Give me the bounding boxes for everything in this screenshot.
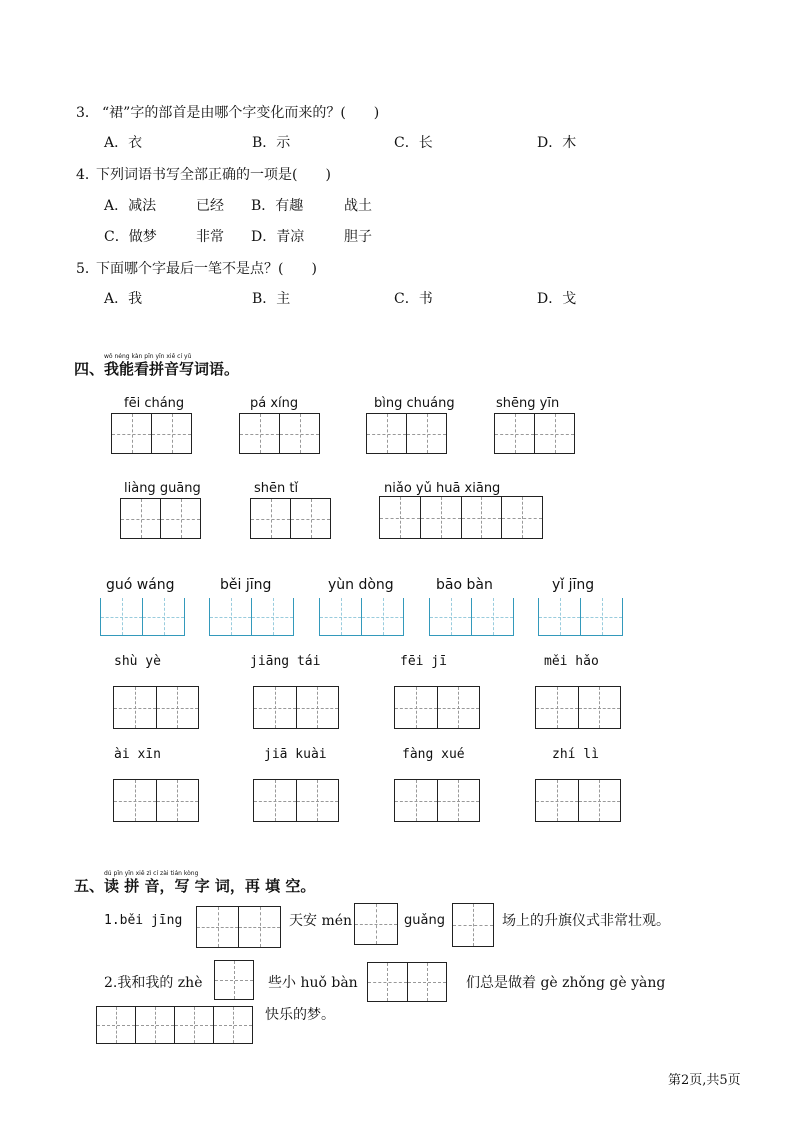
- fill2-text-c: 们总是做着 gè zhǒng gè yàng: [466, 975, 666, 991]
- q3-option-c: C．长: [394, 135, 433, 151]
- q5-option-b: B．主: [252, 291, 291, 307]
- q4-text: 下列词语书写全部正确的一项是( ): [96, 167, 331, 183]
- writing-box[interactable]: [250, 498, 331, 539]
- fill1-text-b: 天安 mén: [289, 913, 353, 929]
- pinyin-row3-3: yùn dòng: [328, 577, 394, 593]
- writing-box[interactable]: [120, 498, 201, 539]
- fill1-text-d: 场上的升旗仪式非常壮观。: [502, 913, 670, 929]
- writing-box[interactable]: [214, 960, 254, 1000]
- writing-box[interactable]: [239, 413, 320, 454]
- pinyin-row1-2: pá xíng: [250, 396, 299, 411]
- fill1-pinyin: 1.běi jīng: [104, 913, 183, 928]
- writing-box[interactable]: [494, 413, 575, 454]
- writing-box[interactable]: [196, 906, 281, 948]
- fill2-text-d: 快乐的梦。: [265, 1007, 335, 1023]
- page-number: 第2页,共5页: [668, 1073, 741, 1088]
- q4-option-b: B．有趣: [251, 198, 304, 214]
- q3-option-b: B．示: [252, 135, 291, 151]
- writing-box[interactable]: [111, 413, 192, 454]
- writing-box[interactable]: [379, 496, 543, 539]
- section5-ruby: dú pīn yīn xiě zì cí zài tián kòng: [104, 870, 199, 877]
- writing-box[interactable]: [429, 598, 514, 636]
- pinyin-row2-3: niǎo yǔ huā xiāng: [384, 481, 501, 496]
- writing-box[interactable]: [535, 779, 621, 822]
- writing-box[interactable]: [253, 686, 339, 729]
- fill1-text-c: guǎng: [404, 913, 445, 928]
- pinyin-row2-1: liàng guāng: [124, 481, 201, 496]
- q4-option-b-word2: 战土: [344, 198, 372, 214]
- writing-box[interactable]: [394, 686, 480, 729]
- pinyin-row3-4: bāo bàn: [436, 577, 493, 593]
- q4-option-d-word2: 胆子: [344, 229, 372, 245]
- q5-text: 下面哪个字最后一笔不是点？( ): [96, 261, 317, 277]
- pinyin-row3-5: yǐ jīng: [552, 577, 595, 593]
- q3-text: “裙”字的部首是由哪个字变化而来的？( ): [102, 105, 380, 121]
- fill2-text-b: 些小 huǒ bàn: [268, 975, 358, 991]
- q4-option-c-word2: 非常: [196, 229, 224, 245]
- writing-box[interactable]: [96, 1006, 253, 1044]
- writing-box[interactable]: [209, 598, 294, 636]
- section5-title: 五、读 拼 音，写 字 词，再 填 空。: [74, 877, 316, 895]
- writing-box[interactable]: [394, 779, 480, 822]
- writing-box[interactable]: [354, 903, 398, 945]
- q3-option-a: A．衣: [104, 135, 143, 151]
- q5-option-c: C．书: [394, 291, 433, 307]
- pinyin-row4-4: měi hǎo: [544, 654, 599, 669]
- writing-box[interactable]: [253, 779, 339, 822]
- pinyin-row1-3: bìng chuáng: [374, 396, 455, 411]
- pinyin-row5-1: ài xīn: [114, 747, 161, 762]
- writing-box[interactable]: [113, 779, 199, 822]
- writing-box[interactable]: [367, 962, 447, 1002]
- pinyin-row4-1: shù yè: [114, 654, 161, 669]
- pinyin-row1-1: fēi cháng: [124, 396, 185, 411]
- pinyin-row4-3: fēi jī: [400, 654, 447, 669]
- pinyin-row4-2: jiāng tái: [250, 654, 321, 669]
- section4-title: 四、我能看拼音写词语。: [74, 360, 240, 378]
- writing-box[interactable]: [452, 903, 494, 947]
- pinyin-row3-2: běi jīng: [220, 577, 272, 593]
- pinyin-row5-2: jiā kuài: [264, 747, 327, 762]
- writing-box[interactable]: [319, 598, 404, 636]
- writing-box[interactable]: [366, 413, 447, 454]
- q5-option-d: D．戈: [537, 291, 577, 307]
- q3-number: 3．: [76, 105, 99, 121]
- q3-option-d: D．木: [537, 135, 577, 151]
- section4-ruby: wǒ néng kàn pīn yīn xiě cí yǔ: [104, 353, 192, 360]
- q5-option-a: A．我: [104, 291, 143, 307]
- writing-box[interactable]: [538, 598, 623, 636]
- q4-option-a: A．减法: [104, 198, 157, 214]
- writing-box[interactable]: [113, 686, 199, 729]
- q4-number: 4．: [76, 167, 99, 183]
- writing-box[interactable]: [535, 686, 621, 729]
- q4-option-d: D．青凉: [251, 229, 305, 245]
- pinyin-row3-1: guó wáng: [106, 577, 175, 593]
- q4-option-c: C．做梦: [104, 229, 157, 245]
- fill2-text-a: 2.我和我的 zhè: [104, 975, 203, 991]
- q4-option-a-word2: 已经: [196, 198, 224, 214]
- writing-box[interactable]: [100, 598, 185, 636]
- pinyin-row5-4: zhí lì: [552, 747, 599, 762]
- pinyin-row1-4: shēng yīn: [496, 396, 560, 411]
- pinyin-row2-2: shēn tǐ: [254, 481, 299, 496]
- pinyin-row5-3: fàng xué: [402, 747, 465, 762]
- q5-number: 5．: [76, 261, 99, 277]
